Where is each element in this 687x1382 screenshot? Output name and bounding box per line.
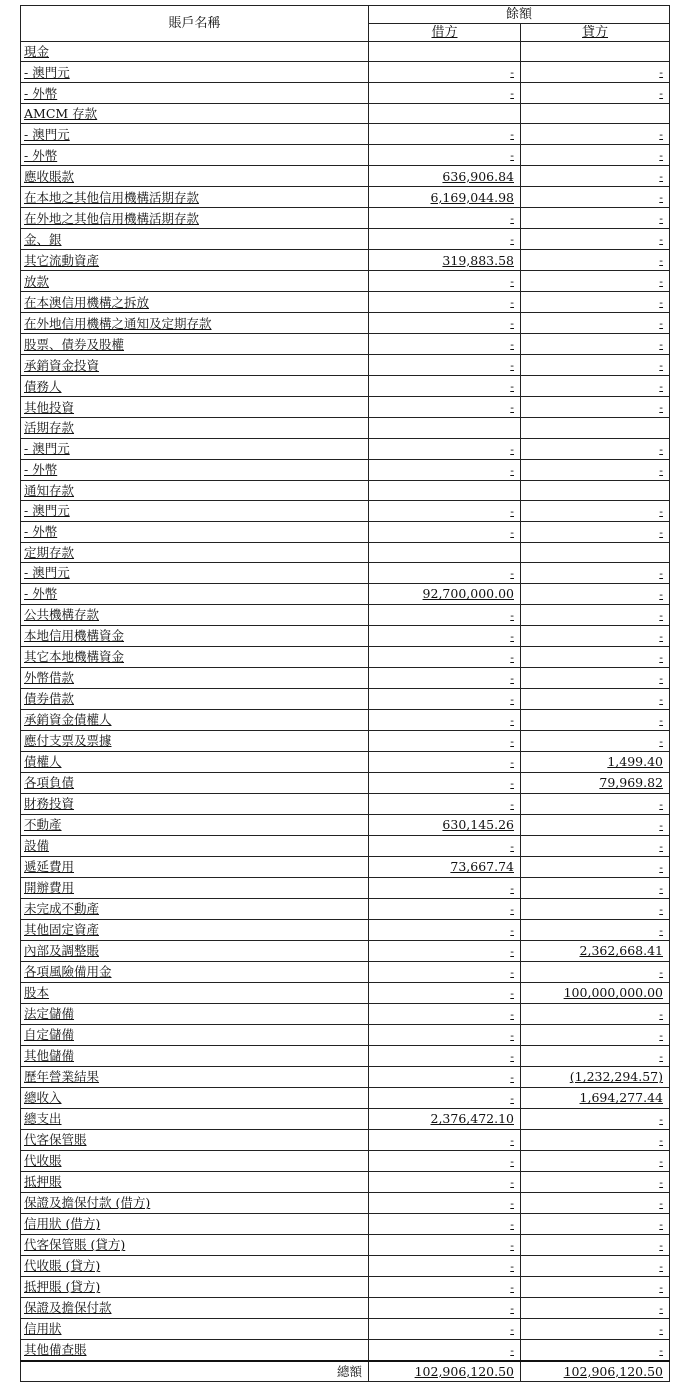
credit-cell: - [521, 1108, 670, 1129]
account-name-cell: 金、銀 [21, 229, 369, 250]
debit-cell [369, 480, 521, 500]
debit-cell: - [369, 625, 521, 646]
credit-cell: - [521, 1255, 670, 1276]
table-row [21, 814, 670, 835]
account-name-cell: - 澳門元 [21, 562, 369, 583]
credit-cell: - [521, 292, 670, 313]
table-row [21, 1087, 670, 1108]
table-row [21, 562, 670, 583]
credit-cell [521, 418, 670, 438]
table-row [21, 793, 670, 814]
credit-cell: - [521, 1234, 670, 1255]
debit-cell: 636,906.84 [369, 166, 521, 187]
debit-cell [369, 418, 521, 438]
account-name-cell: - 澳門元 [21, 62, 369, 83]
table-row [21, 730, 670, 751]
account-name-cell: - 澳門元 [21, 124, 369, 145]
debit-cell: - [369, 898, 521, 919]
credit-cell: - [521, 919, 670, 940]
account-name-cell: 公共機構存款 [21, 604, 369, 625]
account-name-cell: - 外幣 [21, 459, 369, 480]
debit-cell: - [369, 604, 521, 625]
credit-cell [521, 542, 670, 562]
table-row [21, 104, 670, 124]
account-name-cell: - 澳門元 [21, 500, 369, 521]
table-row [21, 459, 670, 480]
debit-cell: - [369, 1318, 521, 1339]
credit-cell: - [521, 793, 670, 814]
debit-cell: - [369, 397, 521, 418]
table-row [21, 1339, 670, 1361]
table-row [21, 835, 670, 856]
debit-cell: - [369, 1087, 521, 1108]
debit-cell: - [369, 835, 521, 856]
table-row [21, 688, 670, 709]
account-name-cell: 自定儲備 [21, 1024, 369, 1045]
credit-cell: - [521, 730, 670, 751]
account-name-cell: 其他固定資產 [21, 919, 369, 940]
credit-cell: 1,694,277.44 [521, 1087, 670, 1108]
account-name-cell: 債權人 [21, 751, 369, 772]
debit-cell: - [369, 940, 521, 961]
account-name-cell: 代客保管賬 [21, 1129, 369, 1150]
account-name-cell: 債務人 [21, 376, 369, 397]
credit-cell: - [521, 521, 670, 542]
account-name-cell: 抵押賬 (貸方) [21, 1276, 369, 1297]
debit-cell [369, 104, 521, 124]
table-row [21, 982, 670, 1003]
table-row [21, 542, 670, 562]
debit-cell: - [369, 1255, 521, 1276]
account-name-cell: 股票、債券及股權 [21, 334, 369, 355]
account-name-cell: 本地信用機構資金 [21, 625, 369, 646]
table-row [21, 1192, 670, 1213]
debit-cell: - [369, 961, 521, 982]
debit-cell: - [369, 1192, 521, 1213]
account-name-cell: 遞延費用 [21, 856, 369, 877]
credit-cell [521, 42, 670, 62]
debit-cell: 2,376,472.10 [369, 1108, 521, 1129]
account-name-cell: 總支出 [21, 1108, 369, 1129]
credit-cell: - [521, 1213, 670, 1234]
total-debit: 102,906,120.50 [369, 1361, 521, 1382]
credit-cell: - [521, 646, 670, 667]
debit-cell: - [369, 1339, 521, 1361]
debit-cell: - [369, 730, 521, 751]
table-row [21, 1318, 670, 1339]
credit-cell: - [521, 459, 670, 480]
table-row [21, 1213, 670, 1234]
table-row [21, 1276, 670, 1297]
debit-cell: 319,883.58 [369, 250, 521, 271]
debit-cell: - [369, 459, 521, 480]
credit-cell: 1,499.40 [521, 751, 670, 772]
credit-cell: - [521, 1045, 670, 1066]
debit-cell: - [369, 438, 521, 459]
account-name-cell: 在本澳信用機構之拆放 [21, 292, 369, 313]
credit-cell: - [521, 1003, 670, 1024]
debit-cell: - [369, 1066, 521, 1087]
account-name-cell: 各項負債 [21, 772, 369, 793]
credit-cell: - [521, 1276, 670, 1297]
debit-cell: - [369, 521, 521, 542]
table-row [21, 397, 670, 418]
table-row [21, 1297, 670, 1318]
account-name-cell: 債券借款 [21, 688, 369, 709]
table-row [21, 856, 670, 877]
table-row [21, 646, 670, 667]
account-name-cell: 通知存款 [21, 480, 369, 500]
debit-cell: 92,700,000.00 [369, 583, 521, 604]
table-row [21, 961, 670, 982]
table-row [21, 166, 670, 187]
trial-balance-table [20, 5, 670, 1382]
credit-cell: - [521, 1318, 670, 1339]
account-name-cell: - 澳門元 [21, 438, 369, 459]
account-name-cell: 其他備查賬 [21, 1339, 369, 1361]
total-credit: 102,906,120.50 [521, 1361, 670, 1382]
header-account-name: 賬戶名稱 [21, 6, 369, 42]
table-row [21, 187, 670, 208]
table-row [21, 42, 670, 62]
table-row [21, 521, 670, 542]
debit-cell: - [369, 500, 521, 521]
debit-cell: - [369, 877, 521, 898]
account-name-cell: 定期存款 [21, 542, 369, 562]
debit-cell: - [369, 919, 521, 940]
account-name-cell: 外幣借款 [21, 667, 369, 688]
table-header [21, 6, 670, 42]
debit-cell: - [369, 376, 521, 397]
account-name-cell: 股本 [21, 982, 369, 1003]
debit-cell: - [369, 772, 521, 793]
account-name-cell: 保證及擔保付款 (借方) [21, 1192, 369, 1213]
account-name-cell: 應付支票及票據 [21, 730, 369, 751]
credit-cell: - [521, 583, 670, 604]
total-row [21, 1361, 670, 1382]
account-name-cell: - 外幣 [21, 83, 369, 104]
account-name-cell: 其他儲備 [21, 1045, 369, 1066]
table-row [21, 1129, 670, 1150]
debit-cell: - [369, 1276, 521, 1297]
debit-cell: 6,169,044.98 [369, 187, 521, 208]
credit-cell: - [521, 1192, 670, 1213]
table-row [21, 877, 670, 898]
credit-cell: - [521, 709, 670, 730]
credit-cell: - [521, 334, 670, 355]
table-row [21, 709, 670, 730]
credit-cell: - [521, 835, 670, 856]
account-name-cell: 抵押賬 [21, 1171, 369, 1192]
credit-cell [521, 480, 670, 500]
account-name-cell: 在外地信用機構之通知及定期存款 [21, 313, 369, 334]
credit-cell: - [521, 856, 670, 877]
table-row [21, 1045, 670, 1066]
account-name-cell: 法定儲備 [21, 1003, 369, 1024]
account-name-cell: 信用狀 [21, 1318, 369, 1339]
table-row [21, 1024, 670, 1045]
debit-cell: - [369, 1213, 521, 1234]
credit-cell: - [521, 688, 670, 709]
account-name-cell: 其它流動資產 [21, 250, 369, 271]
debit-cell: - [369, 145, 521, 166]
account-name-cell: 保證及擔保付款 [21, 1297, 369, 1318]
debit-cell: - [369, 83, 521, 104]
debit-cell: - [369, 124, 521, 145]
total-label: 總額 [21, 1361, 369, 1382]
credit-cell: - [521, 355, 670, 376]
credit-cell: - [521, 166, 670, 187]
credit-cell: - [521, 313, 670, 334]
debit-cell: - [369, 208, 521, 229]
credit-cell: 100,000,000.00 [521, 982, 670, 1003]
debit-cell: - [369, 1171, 521, 1192]
account-name-cell: 歷年營業結果 [21, 1066, 369, 1087]
table-row [21, 919, 670, 940]
account-name-cell: 其它本地機構資金 [21, 646, 369, 667]
table-row [21, 940, 670, 961]
debit-cell: - [369, 1024, 521, 1045]
debit-cell: - [369, 355, 521, 376]
credit-cell: - [521, 250, 670, 271]
debit-cell: - [369, 229, 521, 250]
credit-cell: - [521, 62, 670, 83]
debit-cell: - [369, 982, 521, 1003]
table-row [21, 250, 670, 271]
credit-cell [521, 104, 670, 124]
account-name-cell: 代收賬 [21, 1150, 369, 1171]
table-row [21, 1255, 670, 1276]
credit-cell: - [521, 1150, 670, 1171]
table-row [21, 271, 670, 292]
debit-cell: - [369, 709, 521, 730]
table-row [21, 145, 670, 166]
credit-cell: - [521, 814, 670, 835]
account-name-cell: 活期存款 [21, 418, 369, 438]
table-row [21, 751, 670, 772]
debit-cell: - [369, 751, 521, 772]
account-name-cell: 設備 [21, 835, 369, 856]
table-row [21, 313, 670, 334]
debit-cell: - [369, 1129, 521, 1150]
credit-cell: - [521, 229, 670, 250]
account-name-cell: 放款 [21, 271, 369, 292]
header-debit: 借方 [369, 24, 521, 42]
credit-cell: - [521, 397, 670, 418]
debit-cell [369, 542, 521, 562]
table-row [21, 208, 670, 229]
credit-cell: - [521, 1129, 670, 1150]
header-credit: 貸方 [521, 24, 670, 42]
credit-cell: - [521, 145, 670, 166]
table-row [21, 124, 670, 145]
debit-cell: - [369, 1234, 521, 1255]
table-row [21, 1150, 670, 1171]
account-name-cell: 其他投資 [21, 397, 369, 418]
table-row [21, 1003, 670, 1024]
table-row [21, 376, 670, 397]
credit-cell: - [521, 500, 670, 521]
table-row [21, 1171, 670, 1192]
debit-cell: - [369, 313, 521, 334]
account-name-cell: 在本地之其他信用機構活期存款 [21, 187, 369, 208]
table-row [21, 62, 670, 83]
credit-cell: - [521, 124, 670, 145]
account-name-cell: 內部及調整賬 [21, 940, 369, 961]
account-name-cell: AMCM 存款 [21, 104, 369, 124]
account-name-cell: 承銷資金債權人 [21, 709, 369, 730]
account-name-cell: 未完成不動產 [21, 898, 369, 919]
credit-cell: - [521, 961, 670, 982]
table-row [21, 1234, 670, 1255]
table-row [21, 1066, 670, 1087]
debit-cell: - [369, 562, 521, 583]
credit-cell: - [521, 208, 670, 229]
credit-cell: - [521, 83, 670, 104]
account-name-cell: 不動產 [21, 814, 369, 835]
account-name-cell: 信用狀 (借方) [21, 1213, 369, 1234]
account-name-cell: 在外地之其他信用機構活期存款 [21, 208, 369, 229]
debit-cell: - [369, 292, 521, 313]
debit-cell: - [369, 688, 521, 709]
credit-cell: 2,362,668.41 [521, 940, 670, 961]
debit-cell: - [369, 1003, 521, 1024]
credit-cell: - [521, 1024, 670, 1045]
account-name-cell: 開辦費用 [21, 877, 369, 898]
credit-cell: (1,232,294.57) [521, 1066, 670, 1087]
table-body [21, 42, 670, 1361]
debit-cell [369, 42, 521, 62]
account-name-cell: 代客保管賬 (貸方) [21, 1234, 369, 1255]
table-row [21, 480, 670, 500]
credit-cell: - [521, 877, 670, 898]
debit-cell: - [369, 667, 521, 688]
debit-cell: - [369, 62, 521, 83]
credit-cell: - [521, 604, 670, 625]
credit-cell: - [521, 376, 670, 397]
credit-cell: - [521, 898, 670, 919]
table-row [21, 355, 670, 376]
credit-cell: - [521, 625, 670, 646]
account-name-cell: 應收賬款 [21, 166, 369, 187]
debit-cell: - [369, 646, 521, 667]
account-name-cell: 代收賬 (貸方) [21, 1255, 369, 1276]
credit-cell: - [521, 667, 670, 688]
credit-cell: - [521, 1297, 670, 1318]
credit-cell: - [521, 1339, 670, 1361]
table-row [21, 604, 670, 625]
account-name-cell: 承銷資金投資 [21, 355, 369, 376]
credit-cell: - [521, 271, 670, 292]
credit-cell: 79,969.82 [521, 772, 670, 793]
debit-cell: - [369, 793, 521, 814]
table-row [21, 667, 670, 688]
credit-cell: - [521, 187, 670, 208]
table-row [21, 292, 670, 313]
debit-cell: 630,145.26 [369, 814, 521, 835]
table-row [21, 898, 670, 919]
account-name-cell: 現金 [21, 42, 369, 62]
table-row [21, 625, 670, 646]
debit-cell: 73,667.74 [369, 856, 521, 877]
debit-cell: - [369, 1297, 521, 1318]
account-name-cell: - 外幣 [21, 145, 369, 166]
table-row [21, 438, 670, 459]
header-balance: 餘額 [369, 6, 670, 24]
debit-cell: - [369, 1045, 521, 1066]
account-name-cell: 各項風險備用金 [21, 961, 369, 982]
debit-cell: - [369, 271, 521, 292]
credit-cell: - [521, 1171, 670, 1192]
account-name-cell: - 外幣 [21, 521, 369, 542]
table-row [21, 229, 670, 250]
credit-cell: - [521, 562, 670, 583]
table-row [21, 583, 670, 604]
debit-cell: - [369, 334, 521, 355]
account-name-cell: 財務投資 [21, 793, 369, 814]
table-row [21, 1108, 670, 1129]
table-row [21, 334, 670, 355]
account-name-cell: - 外幣 [21, 583, 369, 604]
credit-cell: - [521, 438, 670, 459]
table-row [21, 418, 670, 438]
debit-cell: - [369, 1150, 521, 1171]
table-row [21, 500, 670, 521]
account-name-cell: 總收入 [21, 1087, 369, 1108]
table-row [21, 83, 670, 104]
table-row [21, 772, 670, 793]
